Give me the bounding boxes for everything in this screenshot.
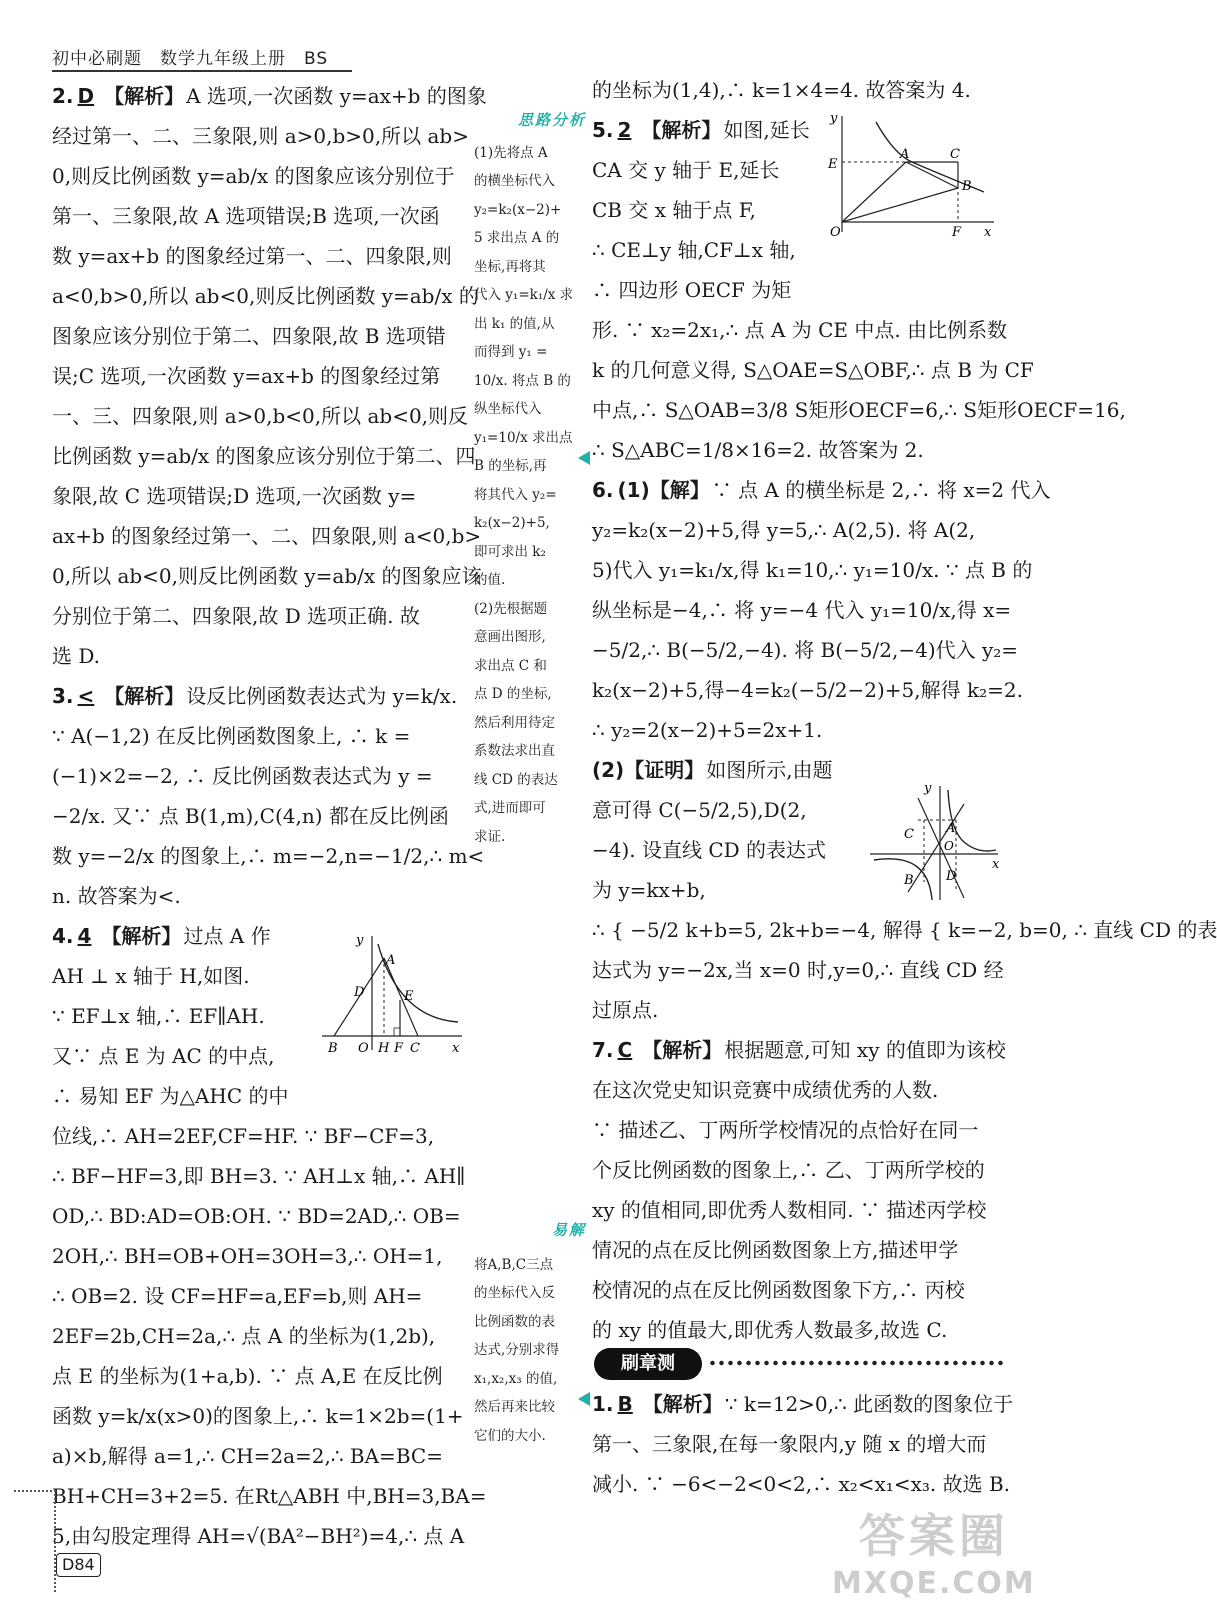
answer-mark: D [77, 84, 95, 108]
text-line [52, 1116, 468, 1156]
fig-label: x [984, 225, 992, 240]
line-text: a)×b,解得 a=1,∴ CH=2a=2,∴ BA=BC= [52, 1444, 443, 1468]
line-text: −5/2,∴ B(−5/2,−4). 将 B(−5/2,−4)代入 y₂= [592, 638, 1019, 662]
text-line [52, 596, 468, 636]
sidebar-line: k₂(x−2)+5, [474, 515, 550, 531]
line-text: 象限,故 C 选项错误;D 选项,一次函数 y= [52, 484, 417, 508]
figure-q6 [868, 780, 1002, 906]
line-text: 位线,∴ AH=2EF,CF=HF. ∵ BF−CF=3, [52, 1124, 435, 1148]
solution-tag: (2)【证明】 [592, 758, 705, 782]
running-header: 初中必刷题 数学九年级上册 BS [52, 49, 329, 69]
sidebar-note-easy [474, 1216, 586, 1450]
text-line [592, 1424, 1012, 1464]
text-line [592, 310, 1012, 350]
line-text: 图象应该分别位于第二、四象限,故 B 选项错 [52, 324, 446, 348]
line-text: (−1)×2=−2, ∴ 反比例函数表达式为 y = [52, 764, 433, 788]
line-text: 根据题意,可知 xy 的值即为该校 [724, 1038, 1006, 1062]
solution-tag: 【解析】 [641, 118, 722, 142]
sidebar-note-body [474, 1251, 586, 1451]
line-text: 情况的点在反比例函数图象上方,描述甲学 [592, 1238, 959, 1262]
text-line [592, 710, 1012, 750]
line-text: ax+b 的图象经过第一、二、四象限,则 a<0,b> [52, 524, 482, 548]
text-line [52, 556, 482, 596]
text-line [52, 396, 468, 436]
line-text: xy 的值相同,即优秀人数相同. ∵ 描述丙学校 [592, 1198, 987, 1222]
fig-label: x [452, 1041, 460, 1056]
solution-tag: 【解析】 [104, 684, 185, 708]
text-line [592, 630, 1019, 670]
question-number: 5. [592, 118, 614, 142]
line-text: 个反比例函数的图象上,∴ 乙、丁两所学校的 [592, 1158, 985, 1182]
fig-label: C [410, 1041, 420, 1056]
fig-label: F [394, 1041, 404, 1056]
sidebar-line: y₂=k₂(x−2)+ [474, 201, 562, 218]
line-text: A 选项,一次函数 y=ax+b 的图象 [186, 84, 487, 108]
line-text: 点 E 的坐标为(1+a,b). ∵ 点 A,E 在反比例 [52, 1364, 443, 1388]
text-line [592, 430, 1012, 470]
sidebar-line: 它们的大小. [474, 1427, 546, 1444]
fig-label: O [358, 1041, 369, 1056]
line-text: 第一、三象限,故 A 选项错误;B 选项,一次函 [52, 204, 440, 228]
line-text: 选 D. [52, 644, 101, 668]
question-number: 7. [592, 1038, 614, 1062]
page-number: D84 [56, 1553, 101, 1577]
line-text: OD,∴ BD:AD=OB:OH. ∵ BD=2AD,∴ OB= [52, 1204, 461, 1228]
line-text: 函数 y=k/x(x>0)的图象上,∴ k=1×2b=(1+ [52, 1404, 464, 1428]
text-line [52, 1276, 468, 1316]
sidebar-line: 式,进而即可 [474, 800, 546, 816]
fig-label: C [904, 827, 914, 842]
fig-label: A [900, 147, 910, 162]
sidebar-line: 出 k₁ 的值,从 [474, 315, 555, 332]
fig-label: C [950, 147, 960, 162]
sidebar-line: 将其代入 y₂= [474, 486, 557, 503]
sidebar-line: 然后利用待定 [474, 714, 555, 731]
line-text: ∴ y₂=2(x−2)+5=2x+1. [592, 718, 823, 742]
sidebar-line: B 的坐标,再 [474, 458, 547, 474]
text-line [592, 1310, 1012, 1350]
text-line [52, 156, 468, 196]
sidebar-line: 10/x. 将点 B 的 [474, 372, 571, 389]
page-corner-mark [14, 1490, 56, 1592]
fig-label: x [992, 857, 1000, 872]
watermark-text: 答案圈 [858, 1509, 1009, 1563]
question-line [52, 76, 487, 116]
text-line [592, 510, 1012, 550]
line-text: 中点,∴ S△OAB=3/8 S矩形OECF=6,∴ S矩形OECF=16, [592, 398, 1126, 422]
text-line [592, 1270, 1012, 1310]
sidebar-line: y₁=10/x 求出点 [474, 429, 573, 446]
fig-label: B [962, 179, 972, 194]
answer-mark: B [617, 1392, 633, 1416]
sidebar-line: 求证. [474, 828, 506, 845]
question-number: 1. [592, 1392, 614, 1416]
dotted-divider [708, 1360, 1004, 1366]
chapter-test-answers [592, 1384, 1012, 1504]
answer-mark: 4 [77, 924, 92, 948]
header-rule [52, 70, 352, 72]
line-text: 数 y=−2/x 的图象上,∴ m=−2,n=−1/2,∴ m< [52, 844, 485, 868]
line-text: 设反比例函数表达式为 y=k/x. [186, 684, 458, 708]
line-text: 减小. ∵ −6<−2<0<2,∴ x₂<x₁<x₃. 故选 B. [592, 1472, 1011, 1496]
line-text: ∴ S△ABC=1/8×16=2. 故答案为 2. [592, 438, 924, 462]
sidebar-line: 坐标,再将其 [474, 258, 546, 275]
line-text: 0,则反比例函数 y=ab/x 的图象应该分别位于 [52, 164, 455, 188]
line-text: 在这次党史知识竞赛中成绩优秀的人数. [592, 1078, 939, 1102]
line-text: 过原点. [592, 998, 659, 1022]
line-text: 0,所以 ab<0,则反比例函数 y=ab/x 的图象应该 [52, 564, 482, 588]
sidebar-note-body [474, 139, 586, 852]
text-line [52, 1316, 468, 1356]
fig-label: A [386, 953, 396, 968]
answer-mark: C [617, 1038, 633, 1062]
question-line [592, 1030, 1012, 1070]
text-line [52, 476, 468, 516]
text-line [52, 196, 468, 236]
line-text: 意可得 C(−5/2,5),D(2, [592, 798, 807, 822]
line-text: 如图,延长 [723, 118, 810, 142]
line-text: n. 故答案为<. [52, 884, 181, 908]
sidebar-line: 的横坐标代入 [474, 173, 555, 189]
line-text: ∴ BF−HF=3,即 BH=3. ∵ AH⊥x 轴,∴ AH∥ [52, 1164, 466, 1188]
sidebar-note-thinking [474, 106, 586, 851]
line-text: ∵ k=12>0,∴ 此函数的图象位于 [724, 1392, 1014, 1416]
text-line [52, 796, 468, 836]
sidebar-line: 将A,B,C三点 [474, 1256, 554, 1273]
text-line [592, 70, 1012, 110]
text-line [52, 1476, 487, 1516]
text-line [52, 236, 468, 276]
sidebar-line: 点 D 的坐标, [474, 686, 552, 702]
text-line [592, 350, 1034, 390]
watermark-logo [832, 1500, 1036, 1601]
text-line [52, 116, 468, 156]
text-line [592, 1230, 1012, 1270]
line-text: 纵坐标是−4,∴ 将 y=−4 代入 y₁=10/x,得 x= [592, 598, 1012, 622]
text-line [52, 1196, 468, 1236]
line-text: 达式为 y=−2x,当 x=0 时,y=0,∴ 直线 CD 经 [592, 958, 1004, 982]
arrow-icon [578, 1392, 590, 1406]
sidebar-line: 线 CD 的表达 [474, 771, 558, 788]
line-text: 如图所示,由题 [706, 758, 833, 782]
text-line [52, 1156, 468, 1196]
text-line [592, 670, 1023, 710]
question-line [592, 470, 1051, 510]
figure-q5 [824, 108, 1002, 240]
fig-label: D [946, 869, 957, 884]
line-text: −4). 设直线 CD 的表达式 [592, 838, 827, 862]
text-line [592, 910, 1217, 950]
line-text: ∴ OB=2. 设 CF=HF=a,EF=b,则 AH= [52, 1284, 423, 1308]
figure-q4 [318, 930, 466, 1056]
text-line [52, 876, 468, 916]
text-line [592, 950, 1012, 990]
text-line [52, 716, 468, 756]
text-line [52, 356, 468, 396]
line-text: CB 交 x 轴于点 F, [592, 198, 756, 222]
text-line [52, 636, 468, 676]
line-text: ∴ 易知 EF 为△AHC 的中 [52, 1084, 289, 1108]
line-text: 2EF=2b,CH=2a,∴ 点 A 的坐标为(1,2b), [52, 1324, 436, 1348]
solution-tag: 【解析】 [104, 84, 185, 108]
text-line [592, 1190, 1012, 1230]
text-line [52, 276, 479, 316]
question-line [52, 676, 468, 716]
fig-label: A [946, 821, 956, 836]
line-text: −2/x. 又∵ 点 B(1,m),C(4,n) 都在反比例函 [52, 804, 449, 828]
sidebar-line: 而得到 y₁ = [474, 344, 548, 360]
text-line [52, 836, 485, 876]
text-line [52, 316, 468, 356]
fig-label: E [404, 989, 414, 1004]
line-text: 分别位于第二、四象限,故 D 选项正确. 故 [52, 604, 420, 628]
watermark-url: MXQE.COM [832, 1566, 1036, 1601]
text-line [592, 1150, 1012, 1190]
text-line [592, 990, 1012, 1030]
sidebar-line: 求出点 C 和 [474, 657, 547, 674]
text-line [592, 550, 1033, 590]
text-line [592, 270, 1012, 310]
answer-mark: 2 [617, 118, 632, 142]
line-text: 校情况的点在反比例函数图象下方,∴ 丙校 [592, 1278, 965, 1302]
text-line [52, 1516, 468, 1556]
line-text: 一、三、四象限,则 a>0,b<0,所以 ab<0,则反 [52, 404, 469, 428]
line-text: k 的几何意义得, S△OAE=S△OBF,∴ 点 B 为 CF [592, 358, 1034, 382]
solution-tag: 【解析】 [101, 924, 182, 948]
line-text: 形. ∵ x₂=2x₁,∴ 点 A 为 CE 中点. 由比例系数 [592, 318, 1008, 342]
line-text: ∵ 描述乙、丁两所学校情况的点恰好在同一 [592, 1118, 979, 1142]
fig-label: y [830, 111, 838, 126]
sidebar-line: 系数法求出直 [474, 743, 555, 759]
line-text: 5)代入 y₁=k₁/x,得 k₁=10,∴ y₁=10/x. ∵ 点 B 的 [592, 558, 1033, 582]
text-line [592, 590, 1012, 630]
line-text: 过点 A 作 [183, 924, 271, 948]
fig-label: D [354, 985, 365, 1000]
fig-label: F [952, 225, 962, 240]
line-text: CA 交 y 轴于 E,延长 [592, 158, 780, 182]
sidebar-line: 达式,分别求得 [474, 1342, 560, 1358]
sidebar-line: 比例函数的表 [474, 1313, 555, 1330]
line-text: ∵ EF⊥x 轴,∴ EF∥AH. [52, 1004, 265, 1028]
line-text: 第一、三象限,在每一象限内,y 随 x 的增大而 [592, 1432, 987, 1456]
text-line [52, 756, 468, 796]
line-text: ∵ 点 A 的横坐标是 2,∴ 将 x=2 代入 [711, 478, 1051, 502]
solution-tag: 【解析】 [642, 1392, 723, 1416]
line-text: k₂(x−2)+5,得−4=k₂(−5/2−2)+5,解得 k₂=2. [592, 678, 1023, 702]
line-text: ∴ 四边形 OECF 为矩 [592, 278, 792, 302]
line-text: 的坐标为(1,4),∴ k=1×4=4. 故答案为 4. [592, 78, 971, 102]
sidebar-note-title: 易解 [551, 1221, 586, 1239]
line-text: 数 y=ax+b 的图象经过第一、二、四象限,则 [52, 244, 452, 268]
text-line [592, 390, 1126, 430]
question-number: 4. [52, 924, 74, 948]
fig-label: B [904, 873, 914, 888]
solution-tag: 【解析】 [642, 1038, 723, 1062]
text-line [592, 1070, 1012, 1110]
text-line [592, 1110, 1012, 1150]
line-text: ∴ CE⊥y 轴,CF⊥x 轴, [592, 238, 796, 262]
fig-label: y [924, 781, 932, 796]
sidebar-line: (1)先将点 A [474, 144, 548, 161]
answer-mark: < [77, 684, 95, 708]
fig-label: B [328, 1041, 338, 1056]
chapter-test-badge: 刷章测 [594, 1348, 702, 1380]
sidebar-line: 纵坐标代入 [474, 401, 542, 417]
line-text: y₂=k₂(x−2)+5,得 y=5,∴ A(2,5). 将 A(2, [592, 518, 976, 542]
fig-label: O [944, 839, 954, 853]
sidebar-note-title: 思路分析 [517, 111, 586, 129]
arrow-icon [578, 451, 590, 465]
question-line [592, 1384, 1012, 1424]
line-text: 为 y=kx+b, [592, 878, 706, 902]
sidebar-line: 然后再来比较 [474, 1399, 555, 1415]
sidebar-line: (2)先根据题 [474, 600, 548, 617]
sidebar-line: 5 求出点 A 的 [474, 230, 560, 246]
line-text: AH ⊥ x 轴于 H,如图. [52, 964, 250, 988]
text-line [52, 1356, 468, 1396]
fig-label: E [828, 157, 838, 172]
text-line [52, 436, 476, 476]
line-text: BH+CH=3+2=5. 在Rt△ABH 中,BH=3,BA= [52, 1484, 487, 1508]
fig-label: O [830, 225, 841, 240]
sidebar-line: x₁,x₂,x₃ 的值, [474, 1370, 558, 1387]
text-line [52, 1396, 468, 1436]
line-text: ∴ { −5/2 k+b=5, 2k+b=−4, 解得 { k=−2, b=0, ∴ 直线 CD 的表 [592, 918, 1217, 942]
text-line [52, 516, 482, 556]
text-line [52, 1436, 468, 1476]
line-text: 的 xy 的值最大,即优秀人数最多,故选 C. [592, 1318, 948, 1342]
left-column [52, 76, 487, 1556]
solution-tag: (1)【解】 [617, 478, 710, 502]
line-text: 误;C 选项,一次函数 y=ax+b 的图象经过第 [52, 364, 441, 388]
sidebar-line: 即可求出 k₂ [474, 543, 546, 560]
line-text: 2OH,∴ BH=OB+OH=3OH=3,∴ OH=1, [52, 1244, 443, 1268]
fig-label: H [378, 1041, 390, 1056]
question-number: 6. [592, 478, 614, 502]
sidebar-line: 意画出图形, [474, 629, 546, 645]
line-text: a<0,b>0,所以 ab<0,则反比例函数 y=ab/x 的 [52, 284, 479, 308]
line-text: 5,由勾股定理得 AH=√(BA²−BH²)=4,∴ 点 A [52, 1524, 465, 1548]
fig-label: y [356, 933, 364, 948]
sidebar-line: 代入 y₁=k₁/x 求 [474, 287, 574, 303]
text-line [592, 1464, 1012, 1504]
text-line [52, 1076, 468, 1116]
question-number: 3. [52, 684, 74, 708]
sidebar-line: 的坐标代入反 [474, 1285, 555, 1301]
line-text: 比例函数 y=ab/x 的图象应该分别位于第二、四 [52, 444, 476, 468]
line-text: 经过第一、二、三象限,则 a>0,b>0,所以 ab> [52, 124, 469, 148]
right-column [592, 70, 1217, 1350]
line-text: ∵ A(−1,2) 在反比例函数图象上, ∴ k = [52, 724, 411, 748]
sidebar-line: 的值. [474, 572, 506, 588]
line-text: 又∵ 点 E 为 AC 的中点, [52, 1044, 275, 1068]
text-line [52, 1236, 468, 1276]
question-number: 2. [52, 84, 74, 108]
